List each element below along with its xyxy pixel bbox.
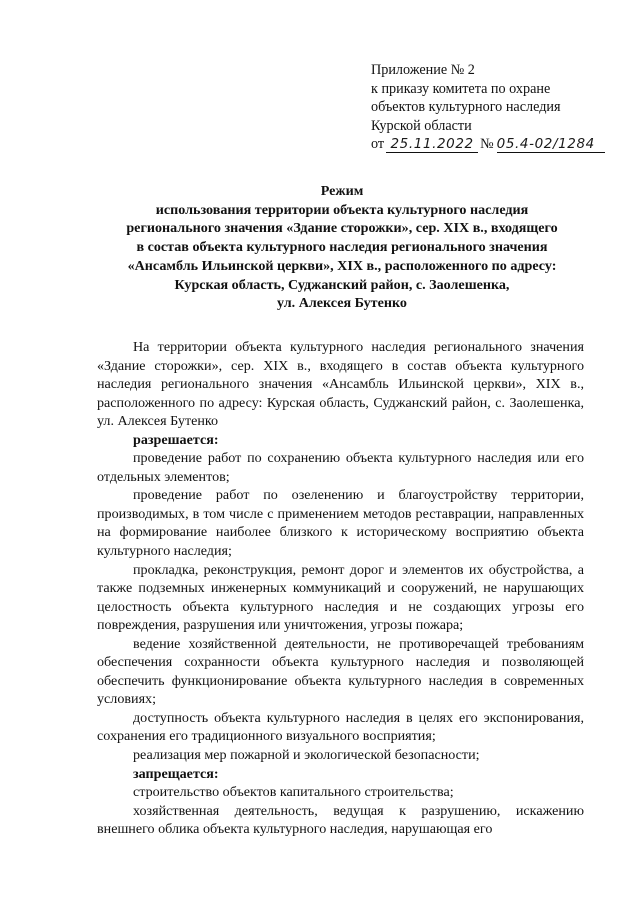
forbidden-heading: запрещается: [133,765,219,782]
allowed-item: ведение хозяйственной деятельности, не противоречащей требованиям обеспечения сохранности объекта культурного наследия и позволяющей обеспечить функционирование объекта культурного наследия в современных условиях; [97,635,584,708]
approval-block [371,61,621,154]
allowed-item: доступность объекта культурного наследия в целях его экспонирования, сохранения его традиционного визуального восприятия; [97,709,584,745]
title-line: регионального значения «Здание сторожки», сер. XIX в., входящего [126,220,558,237]
title-line: Режим [320,183,364,199]
allowed-item: прокладка, реконструкция, ремонт дорог и элементов их обустройства, а также подземных инженерных коммуникаций и сооружений, не нарушающих целостность объекта культурного наследия и не создающих угрозы его повреждения, разрушения или уничтожения, угрозы пожара; [97,561,584,634]
allowed-item: проведение работ по озеленению и благоустройству территории, производимых, в том числе с применением методов реставрации, направленных на формирование наиболее близкого к историческому восприятию объекта культурного наследия; [97,487,584,560]
order-date-number-line [371,135,621,154]
title-line: ул. Алексея Бутенко [277,295,407,312]
allowed-item: проведение работ по сохранению объекта культурного наследия или его отдельных элементов; [97,450,584,485]
intro-paragraph: На территории объекта культурного наследия регионального значения «Здание сторожки», сер. XIX в., входящего в состав объекта культурного наследия регионального значения «Ансамбль Ильинской церкви», XIX в., расположенного по адресу: Курская область, Суджанский район, с. Заолешенка, ул. Алексея Бутенко [97,339,584,430]
from-label: от [371,136,385,153]
title-line: Курская область, Суджанский район, с. Заолешенка, [174,276,510,293]
handwritten-order-number: 05.4-02/1284 [497,137,605,153]
title-line: в состав объекта культурного наследия регионального значения [136,239,548,256]
order-reference-line: к приказу комитета по охране [371,80,551,97]
committee-name-line: объектов культурного наследия [371,99,561,116]
allowed-item: реализация мер пожарной и экологической безопасности; [133,747,480,764]
document-body [97,338,584,839]
title-line: использования территории объекта культурного наследия [155,201,529,218]
handwritten-date: 25.11.2022 [386,137,478,153]
appendix-number: Приложение № 2 [371,62,475,78]
document-title [96,182,588,313]
allowed-heading: разрешается: [133,431,219,448]
number-label: № [480,136,494,153]
region-name-line: Курской области [371,117,472,134]
title-line: «Ансамбль Ильинской церкви», XIX в., расположенного по адресу: [127,257,557,274]
forbidden-item: хозяйственная деятельность, ведущая к разрушению, искажению внешнего облика объекта культурного наследия, нарушающая его [97,802,584,838]
forbidden-item: строительство объектов капитального строительства; [133,784,454,801]
